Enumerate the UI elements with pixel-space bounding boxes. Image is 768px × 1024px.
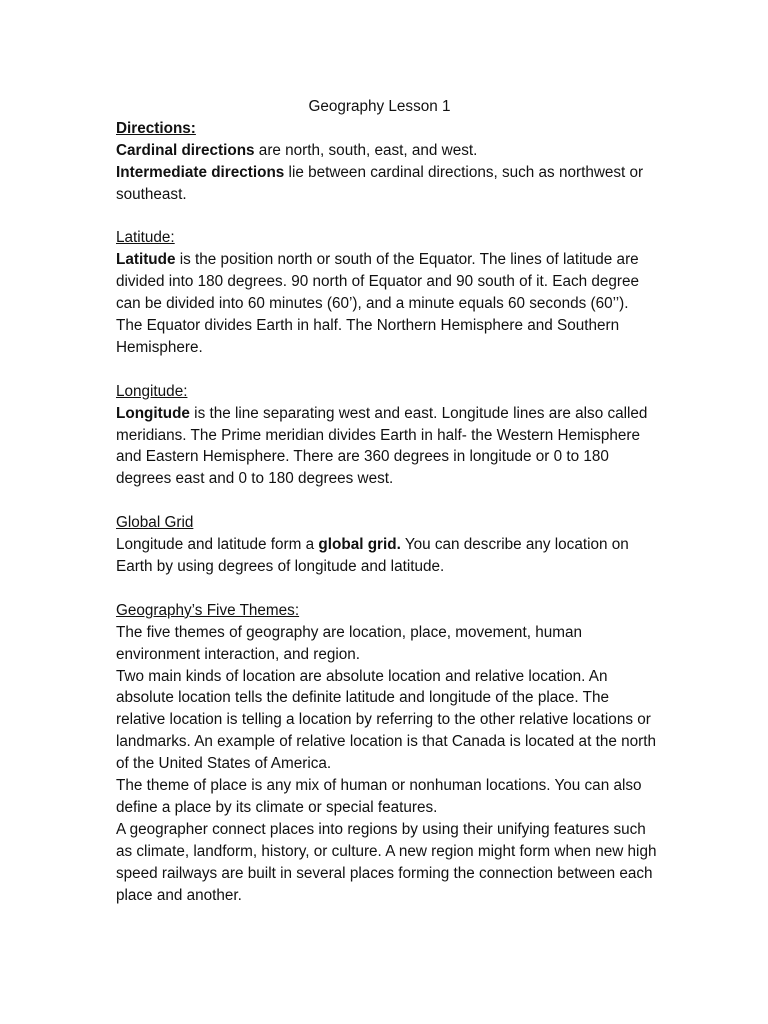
latitude-term: Latitude — [116, 251, 176, 269]
global-grid-paragraph: Longitude and latitude form a global grid. You can describe any location on Earth by using degrees of longitude and latitude. — [116, 536, 629, 575]
spacer — [116, 206, 661, 228]
equator-paragraph: The Equator divides Earth in half. The Northern Hemisphere and Southern Hemisphere. — [116, 317, 620, 356]
spacer — [116, 359, 661, 381]
directions-heading: Directions: — [116, 119, 196, 137]
five-themes-paragraph-1: The five themes of geography are location, place, movement, human environment interaction, and region. — [116, 623, 582, 663]
spacer — [116, 490, 661, 512]
spacer — [116, 578, 661, 600]
latitude-paragraph — [116, 249, 661, 315]
cardinal-directions-term: Cardinal directions — [116, 141, 255, 159]
global-grid-term: global grid. — [318, 536, 401, 554]
longitude-heading: Longitude: — [116, 382, 188, 400]
intermediate-directions-paragraph — [116, 162, 661, 206]
document-page — [116, 96, 661, 906]
five-themes-paragraph-4: A geographer connect places into regions by using their unifying features such as climate, landform, history, or culture. A new region might form when new high speed railways are built in several places forming the connection between each place and another. — [116, 820, 657, 904]
longitude-paragraph — [116, 403, 661, 491]
latitude-text: is the position north or south of the Equator. The lines of latitude are divided into 180 degrees. 90 north of Equator and 90 south of it. Each degree can be divided into 60 minutes (60’), and a minute equals 60 seconds (60’’). — [116, 251, 640, 313]
five-themes-paragraph-3: The theme of place is any mix of human or nonhuman locations. You can also define a place by its climate or special features. — [116, 777, 642, 816]
global-grid-heading: Global Grid — [116, 514, 194, 532]
longitude-text: is the line separating west and east. Longitude lines are also called meridians. The Prime meridian divides Earth in half- the Western Hemisphere and Eastern Hemisphere. There are 360 degrees in longitude or 0 to 180 degrees east and 0 to 180 degrees west. — [116, 404, 648, 488]
document-title: Geography Lesson 1 — [308, 98, 451, 115]
longitude-term: Longitude — [116, 404, 190, 422]
five-themes-paragraph-2: Two main kinds of location are absolute location and relative location. An absolute location tells the definite latitude and longitude of the place. The relative location is telling a location by referring to the other relative locations or landmarks. An example of relative location is that Canada is located at the north of the United States of America. — [116, 667, 656, 773]
cardinal-directions-text: are north, south, east, and west. — [254, 141, 478, 159]
intermediate-directions-text: lie between cardinal directions, such as northwest or southeast. — [116, 163, 644, 203]
intermediate-directions-term: Intermediate directions — [116, 163, 285, 181]
cardinal-directions-paragraph — [116, 140, 661, 162]
latitude-heading: Latitude: — [116, 229, 175, 247]
five-themes-heading: Geography’s Five Themes: — [116, 601, 300, 619]
